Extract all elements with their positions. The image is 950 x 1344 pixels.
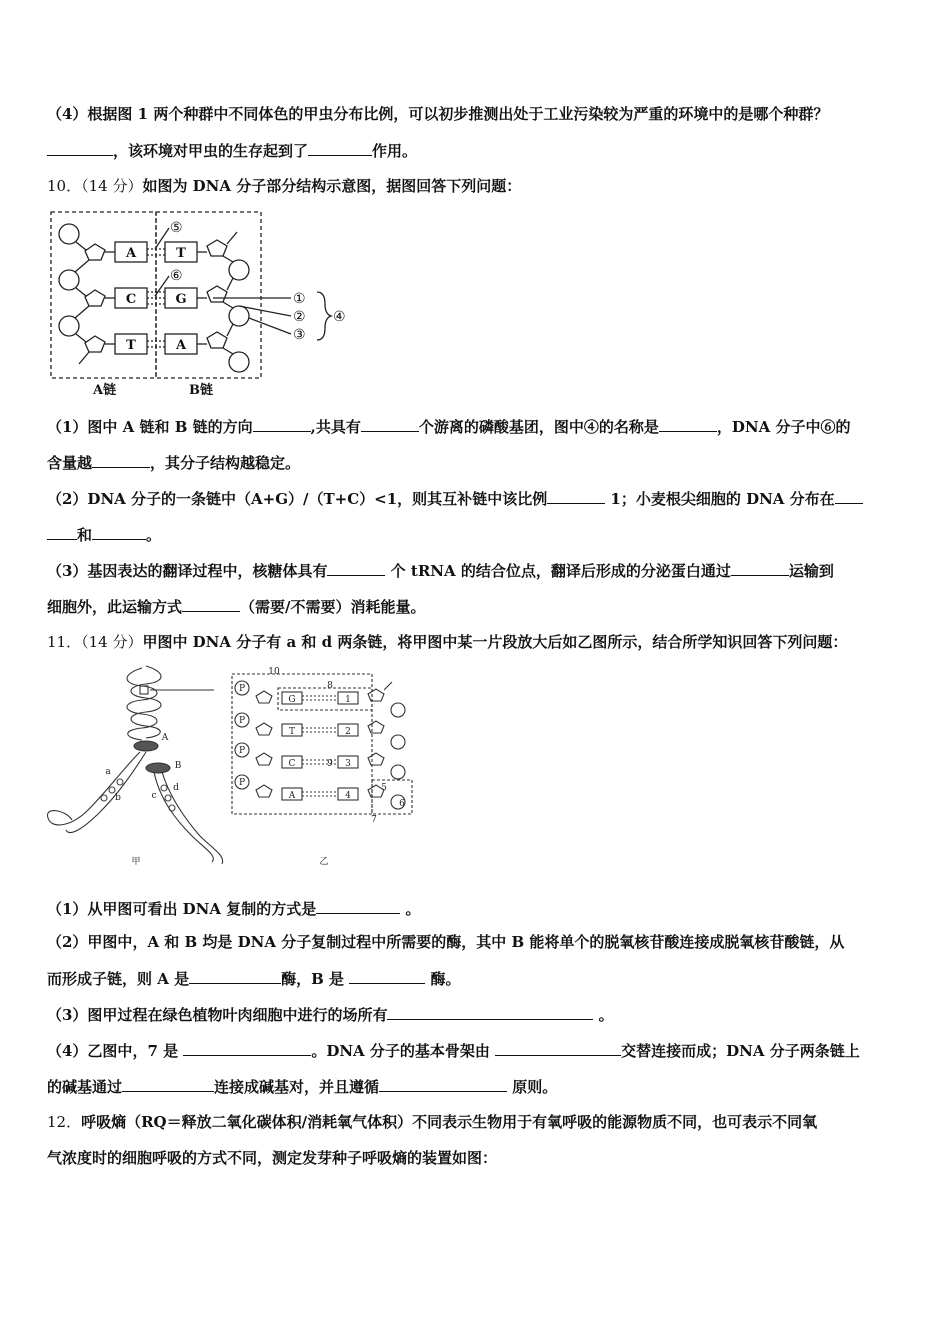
q10-part3-line1: （3）基因表达的翻译过程中，核糖体具有 个 tRNA 的结合位点，翻译后形成的分泌蛋白通过 运输到 <box>47 562 834 580</box>
blank[interactable] <box>327 560 385 576</box>
blank[interactable] <box>316 898 400 914</box>
label-c: c <box>151 791 157 801</box>
yi-base: A <box>288 791 296 801</box>
yi-base: 2 <box>345 727 351 737</box>
yi-number: 9 <box>327 759 333 769</box>
blank[interactable] <box>495 1040 621 1056</box>
yi-base: 4 <box>345 791 351 801</box>
blank[interactable] <box>349 968 425 984</box>
blank[interactable] <box>659 416 717 432</box>
yi-number: 5 <box>381 783 387 793</box>
base-right: G <box>175 292 187 307</box>
q10-part1-line1: （1）图中 A 链和 B 链的方向 ,共具有 个游离的磷酸基团，图中④的名称是 ，DNA 分子中⑥的 <box>47 418 851 436</box>
q10-stem: 10．（14 分）如图为 DNA 分子部分结构示意图，据图回答下列问题： <box>47 177 522 195</box>
dna-structure-figure <box>45 206 365 398</box>
marker-6: ⑥ <box>170 268 183 284</box>
base-left: A <box>125 246 137 261</box>
blank[interactable] <box>361 416 419 432</box>
blank[interactable] <box>387 1004 593 1020</box>
blank[interactable] <box>835 488 863 504</box>
blank[interactable] <box>183 1040 311 1056</box>
q10-part3-line2: 细胞外，此运输方式 （需要/不需要）消耗能量。 <box>47 598 426 616</box>
q11-part4-line2: 的碱基通过 连接成碱基对，并且遵循 原则。 <box>47 1078 558 1096</box>
blank[interactable] <box>47 524 77 540</box>
marker-2: ② <box>293 309 306 325</box>
blank[interactable] <box>731 560 789 576</box>
dna-replication-figure <box>42 660 432 870</box>
yi-base: G <box>288 695 296 705</box>
base-left: C <box>125 292 137 307</box>
blank[interactable] <box>253 416 311 432</box>
q11-part4-line1: （4）乙图中，7 是 。DNA 分子的基本骨架由 交替连接而成；DNA 分子两条链上 <box>47 1042 860 1060</box>
q11-part2-line2: 而形成子链，则 A 是 酶，B 是 酶。 <box>47 970 461 988</box>
q10-part1-line2: 含量越 ，其分子结构越稳定。 <box>47 454 301 472</box>
caption-yi: 乙 <box>319 857 329 867</box>
q11-part2-line1: （2）甲图中，A 和 B 均是 DNA 分子复制过程中所需要的酶，其中 B 能将单个的脱氧核苷酸连接成脱氧核苷酸链，从 <box>47 933 845 951</box>
q12-line2: 气浓度时的细胞呼吸的方式不同，测定发芽种子呼吸熵的装置如图： <box>47 1149 498 1167</box>
label-d: d <box>173 783 179 793</box>
q11-stem: 11．（14 分）甲图中 DNA 分子有 a 和 d 两条链，将甲图中某一片段放大后如乙图所示，结合所学知识回答下列问题： <box>47 633 848 651</box>
blank[interactable] <box>182 596 240 612</box>
blank[interactable] <box>92 524 146 540</box>
q9-part4-line2: ，该环境对甲虫的生存起到了 作用。 <box>47 140 907 161</box>
q11-part1: （1）从甲图可看出 DNA 复制的方式是 。 <box>47 900 421 918</box>
phosphate-P: P <box>238 716 246 726</box>
yi-base: T <box>288 727 296 737</box>
blank[interactable] <box>122 1076 214 1092</box>
phosphate-P: P <box>238 778 246 788</box>
blank[interactable] <box>92 452 150 468</box>
label-a: a <box>105 767 111 777</box>
yi-base: 3 <box>345 759 351 769</box>
caption-jia: 甲 <box>131 857 141 867</box>
yi-base: C <box>288 759 296 769</box>
phosphate-P: P <box>238 746 246 756</box>
yi-number: 7 <box>371 815 377 825</box>
marker-5: ⑤ <box>170 220 183 236</box>
yi-number: 10 <box>268 667 280 677</box>
marker-3: ③ <box>293 327 306 343</box>
base-left: T <box>126 338 136 353</box>
yi-number: 8 <box>327 681 333 691</box>
marker-1: ① <box>293 291 306 307</box>
blank[interactable] <box>189 968 281 984</box>
marker-4: ④ <box>333 309 346 325</box>
q10-part2-line2: 和 。 <box>47 524 907 545</box>
chain-a-label: A链 <box>93 383 117 398</box>
blank[interactable] <box>47 140 113 156</box>
blank[interactable] <box>547 488 605 504</box>
q12-line1: 12．呼吸熵（RQ＝释放二氧化碳体积/消耗氧气体积）不同表示生物用于有氧呼吸的能源物质不同，也可表示不同氧 <box>47 1113 818 1131</box>
label-b: b <box>115 793 121 803</box>
chain-b-label: B链 <box>189 383 213 398</box>
yi-base: 1 <box>345 695 351 705</box>
q11-part3: （3）图甲过程在绿色植物叶肉细胞中进行的场所有 。 <box>47 1006 614 1024</box>
label-A: A <box>161 733 169 743</box>
blank[interactable] <box>308 140 372 156</box>
base-right: T <box>176 246 186 261</box>
yi-number: 6 <box>399 799 405 809</box>
phosphate-P: P <box>238 684 246 694</box>
q9-part4-line1: （4）根据图 1 两个种群中不同体色的甲虫分布比例，可以初步推测出处于工业污染较为严重的环境中的是哪个种群？ <box>47 105 829 123</box>
base-right: A <box>175 338 187 353</box>
q10-part2-line1: （2）DNA 分子的一条链中（A+G）/（T+C）<1，则其互补链中该比例 1；小麦根尖细胞的 DNA 分布在 <box>47 488 907 509</box>
blank[interactable] <box>379 1076 507 1092</box>
label-B: B <box>174 761 182 771</box>
